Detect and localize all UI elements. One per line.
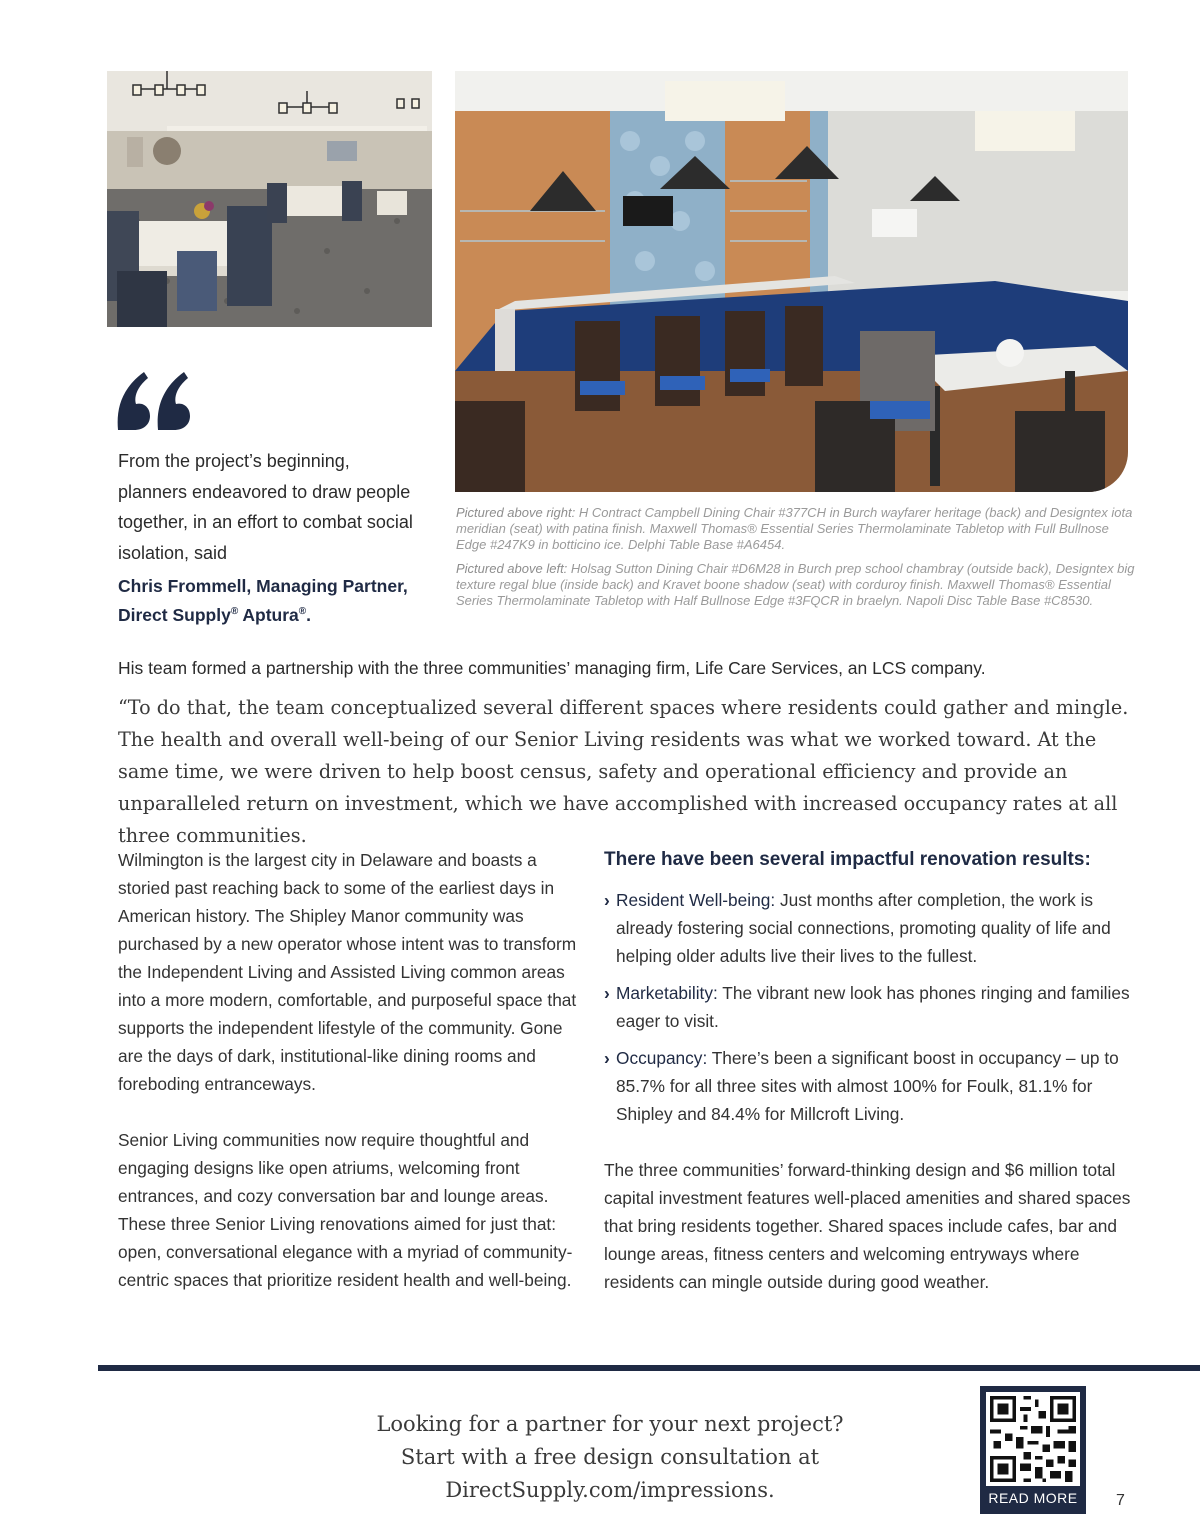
body-paragraph: Wilmington is the largest city in Delaware and boasts a storied past reaching back to some of the earliest days in American history. The Shipley Manor community was purchased by a new operator whose intent was to transform the Independent Living and Assisted Living common areas into a more modern, comfortable, and purposeful space that supports the independent lifestyle of the community. Gone are the days of dark, institutional-like dining rooms and foreboding entranceways. [118, 850, 577, 1094]
quote-attribution [118, 573, 438, 628]
caption-left: Pictured above left: Holsag Sutton Dining Chair #D6M28 in Burch prep school chambray (outside back), Designtex big texture regal blue (inside back) and Kravet boone shadow (seat) with corduroy finish. Maxwell Thomas® Essential Series Thermolaminate Tabletop with Half Bullnose Edge #3FQCR in braelyn. Napoli Disc Table Base #C8530. [456, 560, 1135, 609]
bar-lounge-photo [455, 71, 1128, 492]
intro-paragraph: His team formed a partnership with the three communities’ managing firm, Life Care Services, an LCS company. [118, 658, 986, 678]
right-column [604, 846, 1134, 1296]
list-item: › Occupancy: There’s been a significant boost in occupancy – up to 85.7% for all three sites with almost 100% for Foulk, 81.1% for Shipley and 84.4% for Millcroft Living. [604, 1044, 1134, 1128]
body-paragraph: Senior Living communities now require thoughtful and engaging designs like open atriums, welcoming front entrances, and cozy conversation bar and lounge areas. These three Senior Living renovations aimed for just that: open, conversational elegance with a myriad of community-centric spaces that prioritize resident health and well-being. [118, 1130, 573, 1290]
left-column [118, 846, 588, 1322]
quotation-mark-icon [114, 368, 194, 432]
pull-quote: “To do that, the team conceptualized several different spaces where residents could gather and mingle. The health and overall well-being of our Senior Living residents was what we worked toward. At the same time, we were driven to help boost census, safety and operational efficiency and provide an unparalleled return on investment, which we have accomplished with increased occupancy rates at all three communities. [118, 696, 1129, 847]
chevron-right-icon: › [604, 1048, 610, 1068]
quote-text: From the project’s beginning, planners endeavored to draw people together, in an effort to combat social isolation, said [118, 451, 413, 563]
photo-captions [456, 505, 1136, 616]
footer-divider [98, 1365, 1200, 1371]
chevron-right-icon: › [604, 983, 610, 1003]
cta-line-2[interactable]: Start with a free design consultation at DirectSupply.com/impressions. [400, 1445, 820, 1502]
cta-line-1: Looking for a partner for your next project? [376, 1412, 844, 1436]
body-paragraph: The three communities’ forward-thinking design and $6 million total capital investment features well-placed amenities and shared spaces that bring residents together. Shared spaces include cafes, bar and lounge areas, fitness centers and welcoming entryways where residents can mingle outside during good weather. [604, 1160, 1131, 1292]
caption-right: Pictured above right: H Contract Campbell Dining Chair #377CH in Burch wayfarer heritage (back) and Designtex iota meridian (seat) with patina finish. Maxwell Thomas® Essential Series Thermolaminate Tabletop with Full Bullnose Edge #247K9 in botticino ice. Delphi Table Base #A6454. [456, 505, 1133, 553]
attribution-company: Direct Supply® Aptura®. [118, 604, 312, 625]
list-item: › Resident Well-being: Just months after completion, the work is already fostering social connections, promoting quality of life and helping older adults live their lives to the fullest. [604, 886, 1134, 970]
page-number: 7 [1116, 1492, 1125, 1509]
read-more-label[interactable]: READ MORE [988, 1490, 1078, 1506]
qr-code-icon[interactable] [986, 1392, 1080, 1486]
attribution-name: Chris Frommell, Managing Partner, [118, 576, 408, 596]
list-item: › Marketability: The vibrant new look has phones ringing and families eager to visit. [604, 979, 1134, 1035]
call-to-action [240, 1408, 980, 1507]
results-list [604, 886, 1134, 1128]
results-heading: There have been several impactful renovation results: [604, 849, 1091, 870]
dining-room-photo [107, 71, 432, 327]
chevron-right-icon: › [604, 890, 610, 910]
qr-code-block[interactable] [980, 1386, 1086, 1514]
